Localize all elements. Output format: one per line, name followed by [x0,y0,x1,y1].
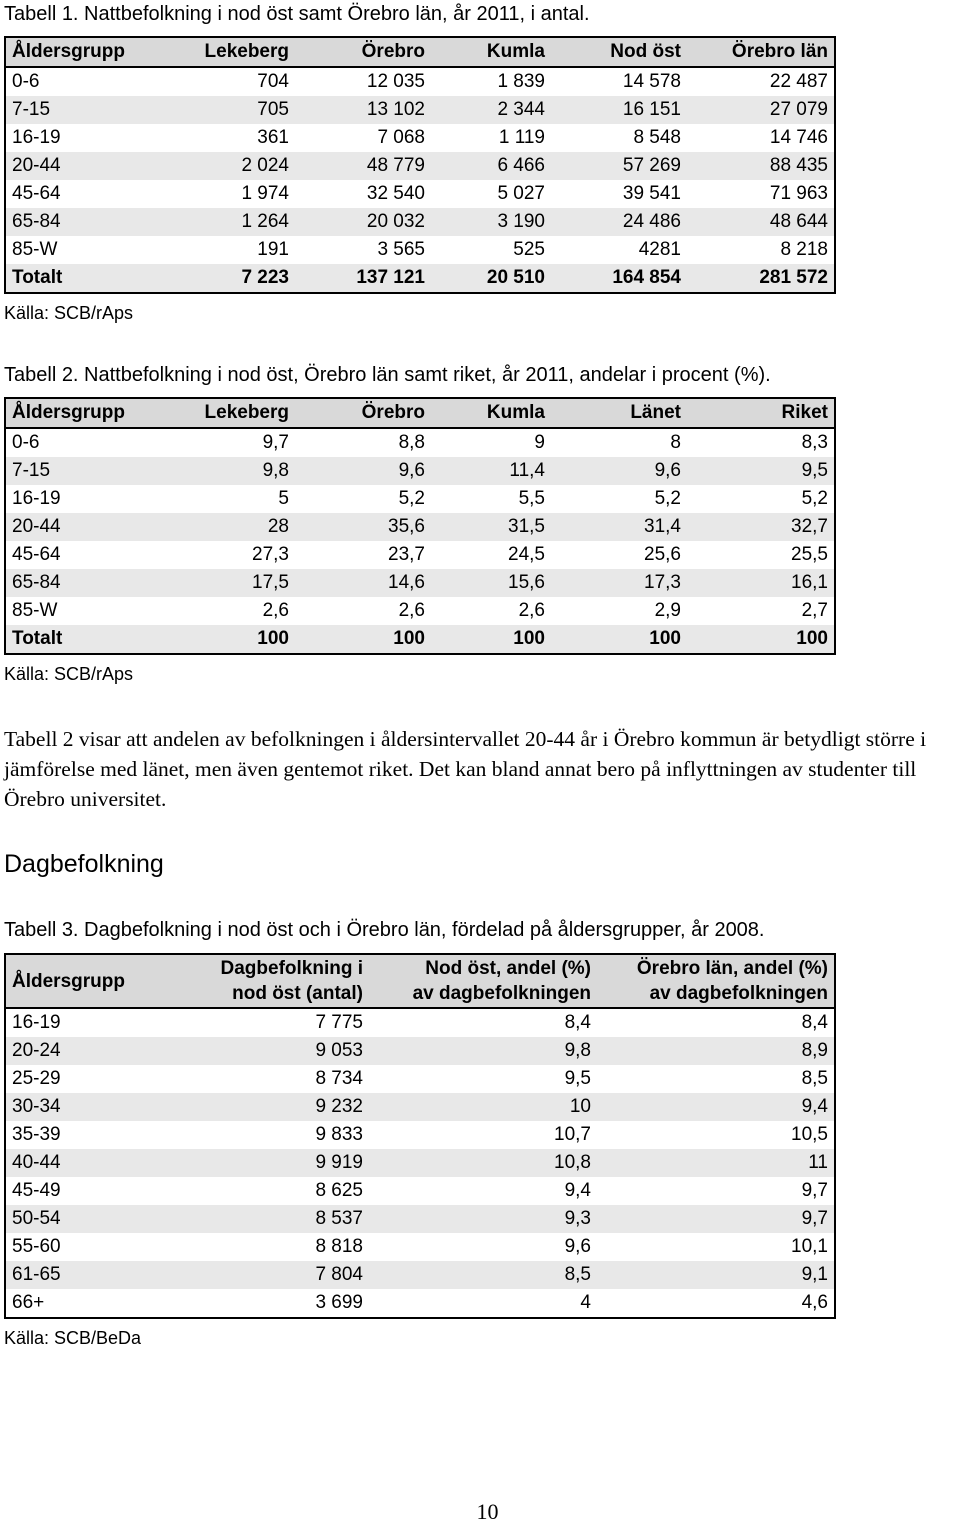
value-cell: 39 541 [622,183,681,204]
value-cell: 9,5 [564,1068,591,1089]
table-header-row [5,954,835,1008]
value-cell: 2,6 [262,600,289,621]
value-cell: 5,2 [801,488,828,509]
value-cell: 35,6 [388,516,425,537]
table-row [5,1205,835,1233]
value-cell: 31,4 [644,516,681,537]
value-cell: 5 027 [497,183,545,204]
value-cell: 10,5 [791,1124,828,1145]
column-header: Örebro län [687,37,835,67]
table1-source: Källa: SCB/rAps [4,303,134,323]
value-cell: 13 102 [366,99,425,120]
value-cell: 9,4 [564,1180,591,1201]
row-label-cell: 55-60 [12,1236,61,1257]
value-cell: 705 [257,99,289,120]
row-label-cell: 7-15 [12,460,51,481]
value-cell: 7 068 [377,127,425,148]
value-cell: 32,7 [791,516,828,537]
value-cell: 8,3 [801,432,828,453]
column-header [165,954,369,1008]
value-cell: 27 079 [769,99,828,120]
column-header-line: Dagbefolkning i [220,958,363,979]
table-row [5,513,835,541]
value-cell: 9,7 [801,1208,828,1229]
column-header [5,954,165,1008]
value-cell: 12 035 [366,71,425,92]
table-row [5,208,835,236]
row-label-cell: 16-19 [12,127,61,148]
value-cell: 8,5 [801,1068,828,1089]
value-cell: 5 [278,488,289,509]
row-label-cell: 45-49 [12,1180,61,1201]
row-label-cell: 0-6 [12,432,40,453]
value-cell: 8,4 [801,1012,828,1033]
value-cell: 8,4 [564,1012,591,1033]
value-cell: 16 151 [622,99,681,120]
value-cell: 4,6 [801,1292,828,1313]
row-label-cell: 16-19 [12,488,61,509]
value-cell: 28 [267,516,289,537]
table-row [5,569,835,597]
value-cell: 191 [257,239,289,260]
column-header: Örebro [295,37,431,67]
row-label-cell: 30-34 [12,1096,61,1117]
row-label-cell: 66+ [12,1292,45,1313]
table-row [5,1008,835,1037]
value-cell: 25,5 [791,544,828,565]
value-cell: 5,2 [398,488,425,509]
table3-caption: Tabell 3. Dagbefolkning i nod öst och i Örebro län, fördelad på åldersgrupper, år 2008. [4,919,765,941]
value-cell: 20 510 [486,267,545,288]
value-cell: 100 [796,628,828,649]
value-cell: 361 [257,127,289,148]
table-row [5,1149,835,1177]
value-cell: 8,9 [801,1040,828,1061]
value-cell: 5,5 [518,488,545,509]
value-cell: 17,3 [644,572,681,593]
value-cell: 1 119 [498,127,545,148]
value-cell: 9,1 [801,1264,828,1285]
value-cell: 9,3 [564,1208,591,1229]
value-cell: 10 [569,1096,591,1117]
table1-caption: Tabell 1. Nattbefolkning i nod öst samt Örebro län, år 2011, i antal. [4,3,590,25]
column-header-line: av dagbefolkningen [412,983,591,1004]
value-cell: 100 [649,628,681,649]
value-cell: 9 919 [315,1152,363,1173]
value-cell: 137 121 [356,267,425,288]
value-cell: 14,6 [388,572,425,593]
value-cell: 1 974 [241,183,289,204]
column-header [597,954,835,1008]
value-cell: 8 218 [780,239,828,260]
value-cell: 9,6 [564,1236,591,1257]
value-cell: 48 779 [366,155,425,176]
table-row [5,67,835,96]
value-cell: 17,5 [252,572,289,593]
row-label-cell: 25-29 [12,1068,61,1089]
value-cell: 4281 [638,239,681,260]
total-row [5,264,835,293]
column-header: Riket [687,398,835,428]
table-row [5,1289,835,1318]
value-cell: 9,7 [801,1180,828,1201]
value-cell: 3 699 [315,1292,363,1313]
column-header: Kumla [431,398,551,428]
value-cell: 9,8 [564,1040,591,1061]
row-label-cell: 20-44 [12,516,61,537]
value-cell: 100 [393,628,425,649]
column-header-line: Nod öst, andel (%) [425,958,591,979]
value-cell: 15,6 [508,572,545,593]
value-cell: 24 486 [622,211,681,232]
value-cell: 20 032 [366,211,425,232]
row-label-cell: 85-W [12,600,58,621]
value-cell: 2,6 [518,600,545,621]
value-cell: 525 [513,239,545,260]
value-cell: 48 644 [769,211,828,232]
table-row [5,485,835,513]
table2-source: Källa: SCB/rAps [4,664,134,684]
row-label-cell: Totalt [12,267,63,288]
value-cell: 8 734 [315,1068,363,1089]
value-cell: 8 625 [315,1180,363,1201]
row-label-cell: 16-19 [12,1012,61,1033]
row-label-cell: 0-6 [12,71,40,92]
value-cell: 100 [257,628,289,649]
table-row [5,457,835,485]
column-header: Åldersgrupp [5,398,165,428]
table2 [4,397,836,655]
value-cell: 2 024 [241,155,289,176]
value-cell: 27,3 [252,544,289,565]
row-label-cell: 35-39 [12,1124,61,1145]
value-cell: 4 [580,1292,591,1313]
value-cell: 9,8 [262,460,289,481]
row-label-cell: 61-65 [12,1264,61,1285]
column-header: Nod öst [551,37,687,67]
row-label-cell: 40-44 [12,1152,61,1173]
value-cell: 1 264 [241,211,289,232]
table-header-row [5,37,835,67]
value-cell: 9,6 [398,460,425,481]
value-cell: 5,2 [654,488,681,509]
table-row [5,597,835,625]
value-cell: 23,7 [388,544,425,565]
value-cell: 10,7 [554,1124,591,1145]
column-header [369,954,597,1008]
column-header: Lekeberg [165,37,295,67]
value-cell: 25,6 [644,544,681,565]
value-cell: 14 578 [622,71,681,92]
value-cell: 11,4 [509,460,545,481]
value-cell: 7 804 [315,1264,363,1285]
value-cell: 6 466 [497,155,545,176]
column-header-line: nod öst (antal) [232,983,363,1004]
value-cell: 32 540 [366,183,425,204]
value-cell: 100 [513,628,545,649]
column-header-line: Åldersgrupp [12,970,125,992]
total-row [5,625,835,654]
table-row [5,1121,835,1149]
value-cell: 8 818 [315,1236,363,1257]
row-label-cell: 20-44 [12,155,61,176]
value-cell: 9 232 [315,1096,363,1117]
value-cell: 164 854 [612,267,681,288]
value-cell: 7 223 [241,267,289,288]
value-cell: 10,1 [791,1236,828,1257]
page-number: 10 [476,1499,499,1524]
column-header: Åldersgrupp [5,37,165,67]
column-header: Länet [551,398,687,428]
table-row [5,1037,835,1065]
column-header: Kumla [431,37,551,67]
value-cell: 24,5 [508,544,545,565]
table-row [5,1177,835,1205]
table-row [5,152,835,180]
value-cell: 1 839 [497,71,545,92]
table-row [5,96,835,124]
column-header-line: Örebro län, andel (%) [636,958,828,979]
row-label-cell: 65-84 [12,572,61,593]
value-cell: 11 [808,1152,828,1173]
value-cell: 704 [257,71,289,92]
value-cell: 9,6 [654,460,681,481]
value-cell: 16,1 [791,572,828,593]
column-header-line: av dagbefolkningen [649,983,828,1004]
value-cell: 2,6 [398,600,425,621]
value-cell: 3 190 [497,211,545,232]
row-label-cell: 45-64 [12,183,61,204]
table-row [5,1261,835,1289]
value-cell: 31,5 [508,516,545,537]
row-label-cell: 45-64 [12,544,61,565]
column-header: Lekeberg [165,398,295,428]
value-cell: 8 537 [315,1208,363,1229]
table1 [4,36,836,294]
value-cell: 71 963 [769,183,828,204]
table-row [5,1065,835,1093]
value-cell: 2,9 [654,600,681,621]
row-label-cell: 20-24 [12,1040,61,1061]
section-heading: Dagbefolkning [4,850,164,878]
value-cell: 3 565 [377,239,425,260]
row-label-cell: 65-84 [12,211,61,232]
value-cell: 2,7 [801,600,828,621]
value-cell: 9,4 [801,1096,828,1117]
table-row [5,1233,835,1261]
row-label-cell: Totalt [12,628,63,649]
row-label-cell: 50-54 [12,1208,61,1229]
value-cell: 8,5 [564,1264,591,1285]
table-row [5,428,835,457]
value-cell: 8,8 [398,432,425,453]
value-cell: 57 269 [622,155,681,176]
column-header: Örebro [295,398,431,428]
value-cell: 9,7 [262,432,289,453]
table-header-row [5,398,835,428]
table-row [5,236,835,264]
value-cell: 10,8 [554,1152,591,1173]
value-cell: 8 548 [633,127,681,148]
value-cell: 8 [670,432,681,453]
value-cell: 22 487 [769,71,828,92]
table-row [5,180,835,208]
value-cell: 9 053 [315,1040,363,1061]
table2-caption: Tabell 2. Nattbefolkning i nod öst, Örebro län samt riket, år 2011, andelar i procent (%). [4,364,771,386]
body-paragraph: Tabell 2 visar att andelen av befolkningen i åldersintervallet 20-44 år i Örebro kommun är betydligt större i jämförelse med länet, men även gentemot riket. Det kan bland annat bero på inflyttningen av studenter till Örebro universitet. [4,727,927,811]
value-cell: 281 572 [759,267,828,288]
row-label-cell: 85-W [12,239,58,260]
table-row [5,124,835,152]
value-cell: 9 [534,432,545,453]
row-label-cell: 7-15 [12,99,51,120]
table3-source: Källa: SCB/BeDa [4,1328,142,1348]
value-cell: 2 344 [497,99,545,120]
table-row [5,1093,835,1121]
value-cell: 88 435 [769,155,828,176]
value-cell: 14 746 [769,127,828,148]
table-row [5,541,835,569]
table3 [4,953,836,1319]
value-cell: 7 775 [315,1012,363,1033]
value-cell: 9,5 [801,460,828,481]
value-cell: 9 833 [315,1124,363,1145]
